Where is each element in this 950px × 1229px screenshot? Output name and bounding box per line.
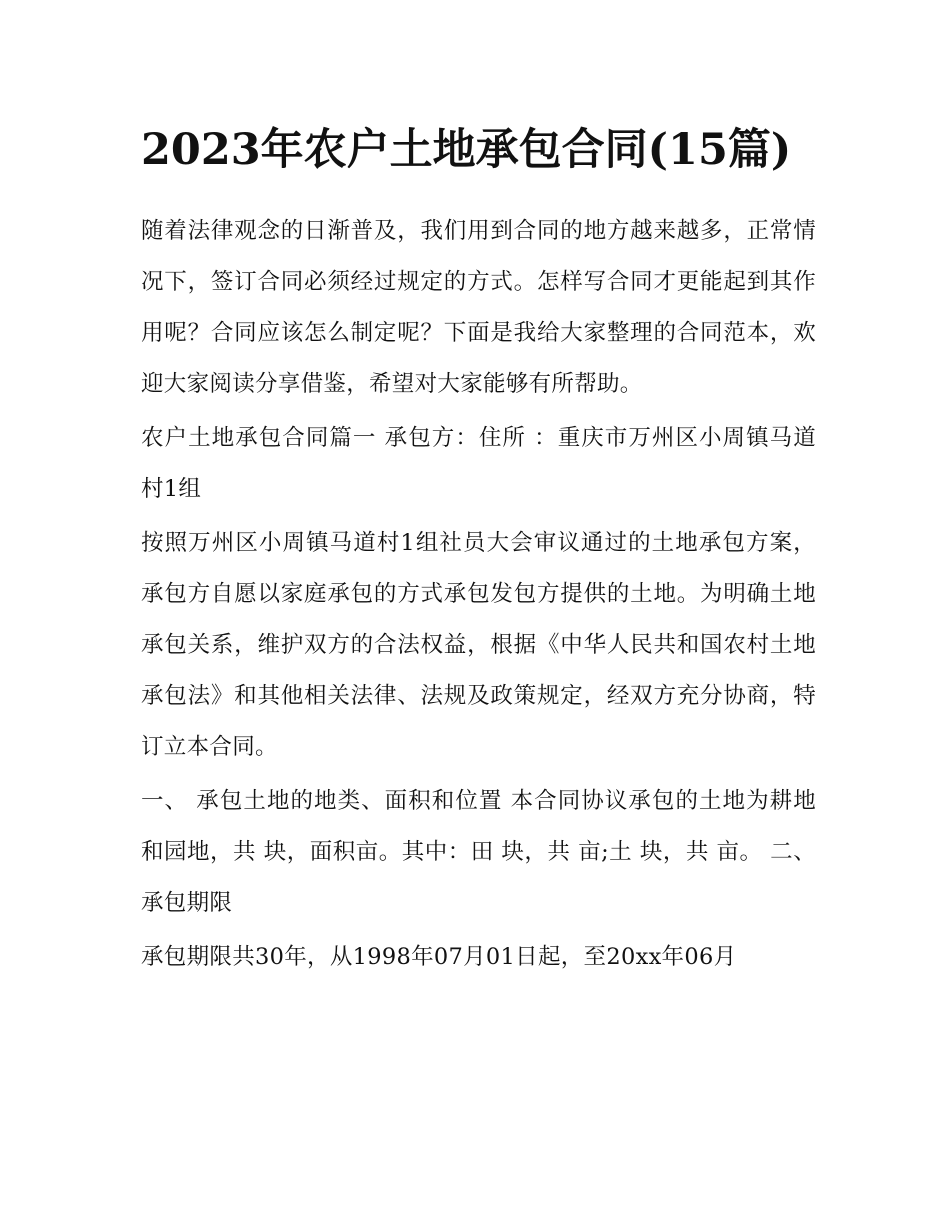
contract-heading-paragraph: 农户土地承包合同篇一 承包方：住所 ：重庆市万州区小周镇马道村1组: [141, 425, 816, 502]
term-paragraph: 承包期限共30年，从1998年07月01日起，至20xx年06月: [141, 944, 737, 970]
intro-paragraph: 随着法律观念的日渐普及，我们用到合同的地方越来越多，正常情况下，签订合同必须经过规定的方式。怎样写合同才更能起到其作用呢？合同应该怎么制定呢？下面是我给大家整理的合同范本，欢迎大家阅读分享借鉴，希望对大家能够有所帮助。: [141, 218, 816, 397]
document-page: [141, 118, 816, 986]
contract-preamble-paragraph: 按照万州区小周镇马道村1组社员大会审议通过的土地承包方案，承包方自愿以家庭承包的方式承包发包方提供的土地。为明确土地承包关系，维护双方的合法权益，根据《中华人民共和国农村土地承包法》和其他相关法律、法规及政策规定，经双方充分协商，特订立本合同。: [141, 530, 816, 760]
section-one-paragraph: 一、 承包土地的地类、面积和位置 本合同协议承包的土地为耕地和园地，共 块，面积亩。其中：田 块，共 亩;土 块，共 亩。 二、承包期限: [141, 788, 816, 916]
document-title: 2023年农户土地承包合同(15篇): [141, 125, 792, 175]
